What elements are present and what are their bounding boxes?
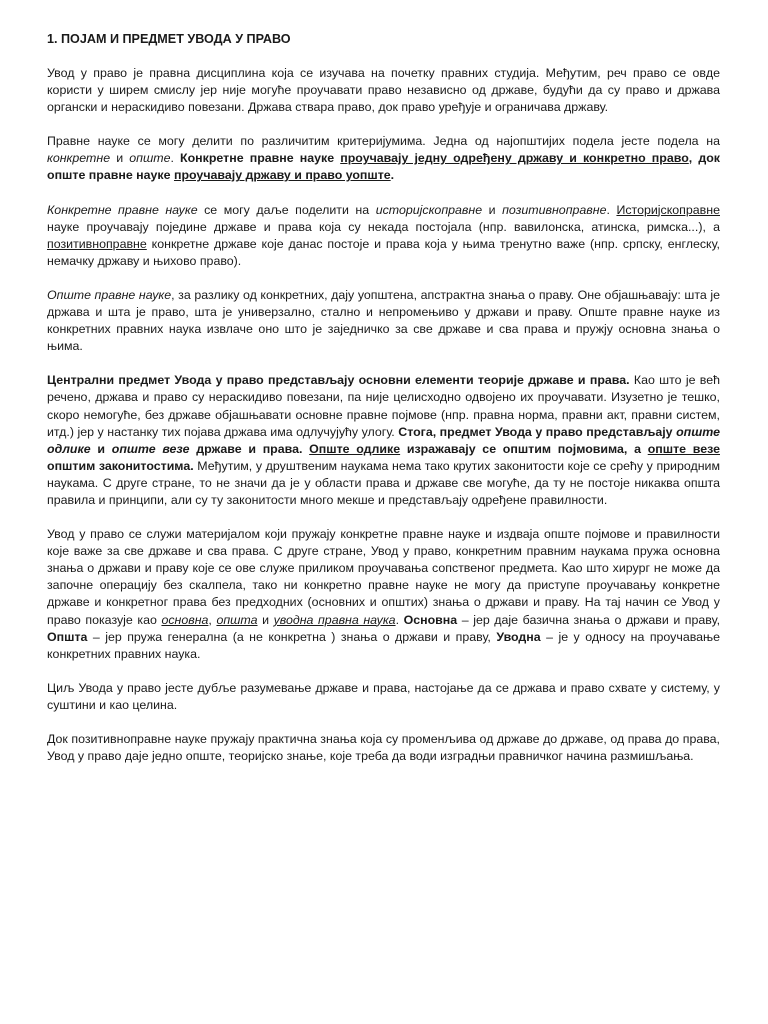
paragraph-4: Опште правне науке, за разлику од конкретних, дају уопштена, апстрактна знања о праву. Оне објашњавају: шта је држава и шта је право, шта је универзално, стално и непромењиво у држави и праву. Опште правне науке из конкретних правних наука извлаче оно што је заједничко за све државе и сва права и пружју основна знања о њима. (47, 287, 720, 354)
paragraph-3: Конкретне правне науке се могу даље поделити на историјскоправне и позитивноправне. Историјскоправне науке проучавају поједине државе и права која су некада постојала (нпр. вавилонска, атинска, римска...), а позитивноправне конкретне државе које данас постоје и права која у њима тренутно важе (нпр. српску, енглеску, немачку државу и њихово право). (47, 202, 720, 268)
paragraph-2: Правне науке се могу делити по различитим критеријумима. Једна од најопштијих подела јесте подела на конкретне и опште. Конкретне правне науке проучавају једну одређену државу и конкретно право, док опште правне науке проучавају државу и право уопште. (47, 134, 720, 183)
paragraph-5: Централни предмет Увода у право представљају основни елементи теорије државе и права. Као што је већ речено, држава и право су нераскидиво повезани, па није целисходно одвојено их проучавати. Изузетно је тешко, скоро немогуће, без државе објашњавати основне правне појмове (нпр. правна норма, правни акт, правни систем, итд.) јер у настанку тих појава држава има одлучујућу улогу. Стога, предмет Увода у право представљају опште одлике и опште везе државе и права. Опште одлике изражавају се општим појмовима, а опште везе општим законитостима. Међутим, у друштвеним наукама нема тако крутих законитости које се срећу у природним наукама. С друге стране, то не значи да је у области права и државе све могуће, да ту не постоје никаква општа правила и принципи, али су ту законитости много мекше и представљају одређене правилности. (47, 373, 720, 507)
paragraph-8: Док позитивноправне науке пружају практична знања која су променљива од државе до државе, од права до права, Увод у право даје једно опште, теоријско знање, које треба да води изградњи правничког начина размишљања. (47, 732, 720, 764)
paragraph-6: Увод у право се служи материјалом који пружају конкретне правне науке и издваја опште појмове и правилности које важе за све државе и сва права. С друге стране, Увод у право, конкретним правним наукама пружа основна знања о држави и праву које се ове служе приликом проучавања сопственог предмета. Као што хирург не може да започне операцију без скалпела, тако ни конкретно правне науке не могу да приступе проучавању конкретне државе и конкретног права без предходних (основних и општих) знања о држави и праву. На тај начин се Увод у право показује као основна, општа и уводна правна наука. Основна – јер даје базична знања о држави и праву, Општа – јер пружа генерална (а не конкретна ) знања о држави и праву, Уводна – је у односу на проучавање конкретних правних наука. (47, 527, 721, 661)
paragraph-7: Циљ Увода у право јесте дубље разумевање државе и права, настојање да се држава и право схвате у систему, у суштини и као целина. (47, 680, 720, 712)
paragraph-1: Увод у право је правна дисциплина која се изучава на почетку правних студија. Међутим, реч право се овде користи у ширем смислу јер није могуће проучавати право независно од државе, будући да су право и држава органски и нераскидиво повезани. Држава ствара право, док право уређује и ограничава државу. (47, 66, 720, 115)
section-heading: 1. ПОЈАМ И ПРЕДМЕТ УВОДА У ПРАВО (47, 32, 291, 46)
